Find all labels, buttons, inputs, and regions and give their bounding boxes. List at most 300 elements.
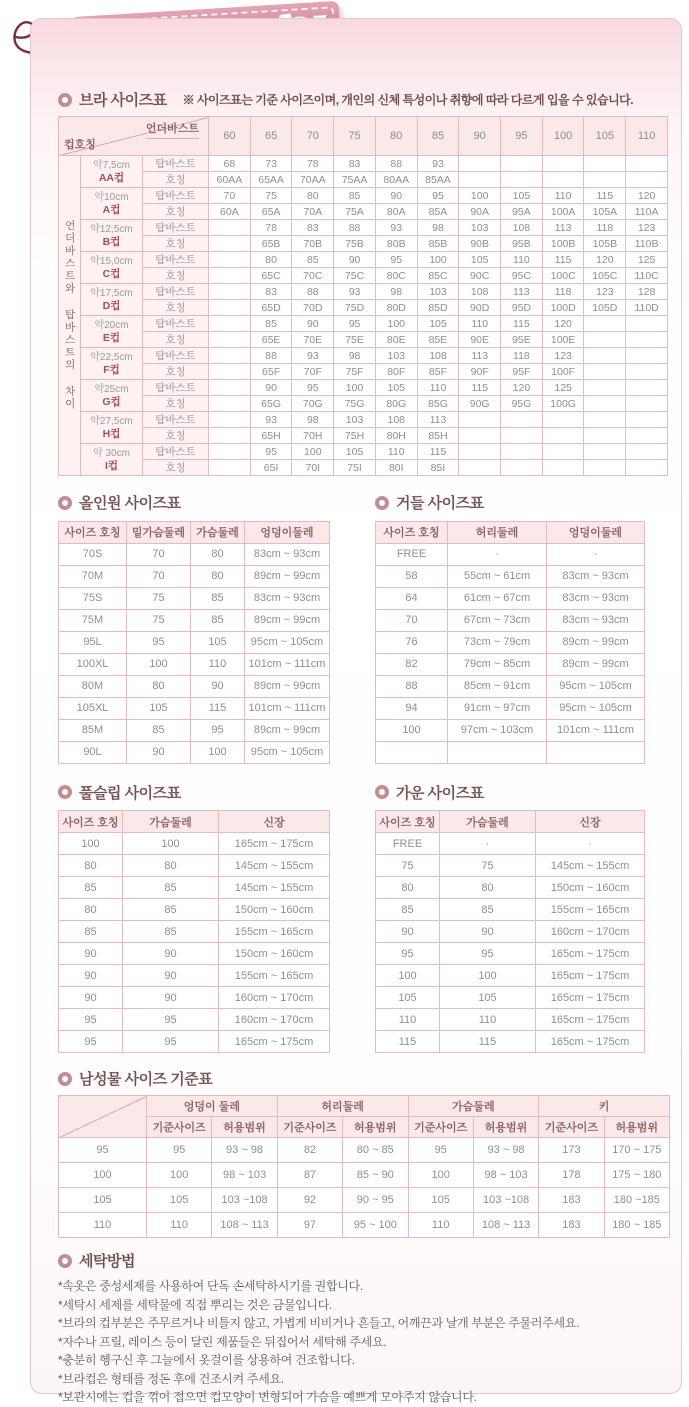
table-row — [59, 675, 330, 697]
column-header: 100 — [542, 117, 584, 156]
mens-section-title — [58, 1068, 667, 1089]
cup-size-label: 약20cm — [94, 319, 129, 331]
table-cell: 93 — [417, 156, 459, 172]
table-cell: 95E — [501, 332, 543, 348]
table-cell: 95 — [250, 444, 292, 460]
table-cell: 70 — [209, 188, 251, 204]
cup-name-label: I컵 — [104, 459, 119, 472]
page-container — [30, 18, 682, 1404]
table-row — [59, 348, 668, 364]
table-cell — [459, 412, 501, 428]
washing-instruction-line: *세탁시 세제를 세탁물에 직접 뿌리는 것은 금물입니다. — [58, 1297, 333, 1312]
row-type-label: 호칭 — [143, 460, 209, 476]
table-cell: 88 — [250, 348, 292, 364]
table-cell: 150cm ~ 160cm — [219, 943, 330, 965]
table-cell — [542, 172, 584, 188]
table-cell: 103 — [417, 284, 459, 300]
table-cell — [209, 428, 251, 444]
table-cell: 80 — [292, 188, 334, 204]
cup-label-cell — [81, 316, 143, 348]
table-cell: 118 — [542, 284, 584, 300]
table-cell: 90L — [59, 741, 127, 763]
table-cell: 100A — [542, 204, 584, 220]
table-cell: 90 — [191, 675, 245, 697]
table-row — [59, 284, 668, 300]
table-cell: 90 — [123, 943, 219, 965]
column-header: 기준사이즈 — [539, 1117, 604, 1138]
table-cell: 80AA — [375, 172, 417, 188]
cup-size-label: 약7,5cm — [93, 159, 130, 171]
table-row — [59, 833, 330, 855]
table-cell: 115 — [376, 1031, 440, 1053]
cup-label-cell — [81, 156, 143, 188]
bullet-icon — [375, 496, 389, 510]
table-row — [376, 877, 645, 899]
column-header: 사이즈 호칭 — [376, 521, 448, 543]
table-row — [59, 252, 668, 268]
table-cell: 80 — [191, 565, 245, 587]
cup-size-label: 약15,0cm — [90, 255, 133, 267]
row-type-label: 탑바스트 — [143, 252, 209, 268]
table-row — [59, 220, 668, 236]
header-row — [59, 1117, 670, 1138]
section-title-text: 세탁방법 — [79, 1253, 135, 1270]
table-cell: 80E — [375, 332, 417, 348]
table-cell: 100 — [334, 380, 376, 396]
table-cell: 60AA — [209, 172, 251, 188]
header-row — [376, 521, 645, 543]
table-cell: 90G — [459, 396, 501, 412]
table-cell: 90 ~ 95 — [343, 1188, 408, 1213]
group-header: 엉덩이 둘레 — [147, 1096, 278, 1117]
table-row — [376, 987, 645, 1009]
table-row — [59, 428, 668, 444]
column-header: 허용범위 — [473, 1117, 538, 1138]
table-row — [59, 1213, 670, 1238]
section-title-text: 남성물 사이즈 기준표 — [79, 1071, 213, 1088]
table-cell: 105D — [584, 300, 626, 316]
table-row — [59, 631, 330, 653]
table-cell: 110 — [459, 316, 501, 332]
row-type-label: 탑바스트 — [143, 156, 209, 172]
table-cell: 80M — [59, 675, 127, 697]
table-cell: 90 — [334, 252, 376, 268]
table-row — [376, 565, 645, 587]
table-row — [59, 653, 330, 675]
table-cell: 75M — [59, 609, 127, 631]
column-header: 기준사이즈 — [277, 1117, 342, 1138]
table-cell: 95 — [334, 316, 376, 332]
table-cell: 180 ~ 185 — [604, 1213, 669, 1238]
table-cell: 95A — [501, 204, 543, 220]
table-cell: 75C — [334, 268, 376, 284]
table-cell: 83 — [292, 220, 334, 236]
cup-name-label: H컵 — [102, 427, 121, 440]
table-cell: 85 — [191, 587, 245, 609]
table-cell: 103 ~108 — [473, 1188, 538, 1213]
column-header: 신장 — [536, 811, 645, 833]
table-cell — [584, 364, 626, 380]
gown-size-table — [375, 810, 645, 1053]
table-cell: 98 — [334, 348, 376, 364]
table-cell: 165cm ~ 175cm — [536, 1009, 645, 1031]
table-row — [59, 188, 668, 204]
row-type-label: 호칭 — [143, 300, 209, 316]
table-cell: 79cm ~ 85cm — [448, 653, 547, 675]
table-cell: 90A — [459, 204, 501, 220]
table-cell: 110C — [626, 268, 668, 284]
table-cell: 105A — [584, 204, 626, 220]
table-row — [59, 444, 668, 460]
column-header: 95 — [501, 117, 543, 156]
table-row — [59, 921, 330, 943]
cup-size-label: 약12,5cm — [90, 223, 133, 235]
table-cell — [584, 460, 626, 476]
table-cell: 75F — [334, 364, 376, 380]
girdle-size-table — [375, 521, 645, 764]
column-header: 65 — [250, 117, 292, 156]
table-cell: 85F — [417, 364, 459, 380]
column-header: 85 — [417, 117, 459, 156]
table-row — [59, 855, 330, 877]
table-cell: 105 — [334, 444, 376, 460]
table-cell: 65C — [250, 268, 292, 284]
table-row — [376, 1009, 645, 1031]
table-row — [59, 460, 668, 476]
column-header: 105 — [584, 117, 626, 156]
table-cell: 75A — [334, 204, 376, 220]
washing-instructions — [58, 1277, 667, 1407]
table-cell: 90E — [459, 332, 501, 348]
table-cell: 170 ~ 175 — [604, 1138, 669, 1163]
cup-size-label: 약25cm — [94, 383, 129, 395]
table-cell: 95 — [147, 1138, 212, 1163]
table-cell: 95 — [127, 631, 191, 653]
table-cell: 83cm ~ 93cm — [245, 587, 330, 609]
table-cell: 93 — [292, 348, 334, 364]
table-cell: 160cm ~ 170cm — [219, 987, 330, 1009]
table-cell: 165cm ~ 175cm — [219, 833, 330, 855]
table-cell: 94 — [376, 697, 448, 719]
table-cell: 85D — [417, 300, 459, 316]
table-cell: 110 — [501, 252, 543, 268]
table-cell: 75 — [376, 855, 440, 877]
table-cell: 80H — [375, 428, 417, 444]
table-row — [59, 316, 668, 332]
table-cell — [209, 460, 251, 476]
table-row — [376, 587, 645, 609]
table-cell: FREE — [376, 833, 440, 855]
table-cell: 183 — [539, 1188, 604, 1213]
table-cell: 120 — [501, 380, 543, 396]
table-cell: 90 — [59, 943, 123, 965]
table-cell: 110 — [417, 380, 459, 396]
table-cell: 100 — [147, 1163, 212, 1188]
table-cell: 105 — [147, 1188, 212, 1213]
table-row — [59, 380, 668, 396]
table-cell: 83 — [334, 156, 376, 172]
table-cell — [542, 412, 584, 428]
table-cell: 100 — [292, 444, 334, 460]
table-cell: 80 ~ 85 — [343, 1138, 408, 1163]
table-cell: 95D — [501, 300, 543, 316]
table-cell: 105 — [440, 987, 536, 1009]
table-cell — [209, 300, 251, 316]
row-type-label: 호칭 — [143, 268, 209, 284]
table-cell: 80G — [375, 396, 417, 412]
table-cell: 101cm ~ 111cm — [245, 697, 330, 719]
table-cell: 95cm ~ 105cm — [547, 697, 645, 719]
column-header: 75 — [334, 117, 376, 156]
table-cell: 183 — [539, 1213, 604, 1238]
table-cell — [584, 444, 626, 460]
table-cell: 165cm ~ 175cm — [536, 1031, 645, 1053]
table-cell: · — [536, 833, 645, 855]
table-cell — [448, 741, 547, 763]
table-cell: 89cm ~ 99cm — [547, 653, 645, 675]
table-cell — [542, 428, 584, 444]
table-cell: 85AA — [417, 172, 459, 188]
column-header: 허리둘레 — [448, 521, 547, 543]
table-cell: 83cm ~ 93cm — [547, 609, 645, 631]
table-cell — [459, 460, 501, 476]
table-cell: 110 — [408, 1213, 473, 1238]
bullet-icon — [58, 785, 72, 799]
table-cell: · — [440, 833, 536, 855]
table-cell: 82 — [376, 653, 448, 675]
column-header: 엉덩이둘레 — [547, 521, 645, 543]
table-cell — [584, 156, 626, 172]
table-cell: 80 — [440, 877, 536, 899]
table-cell: 155cm ~ 165cm — [536, 899, 645, 921]
table-cell — [501, 444, 543, 460]
table-row — [59, 987, 330, 1009]
table-row — [376, 741, 645, 763]
table-row — [376, 719, 645, 741]
section-title-text: 가운 사이즈표 — [396, 784, 484, 802]
table-cell: 70D — [292, 300, 334, 316]
row-type-label: 호칭 — [143, 428, 209, 444]
table-cell: 100 — [440, 965, 536, 987]
table-row — [59, 719, 330, 741]
table-cell: 105 — [376, 987, 440, 1009]
table-cell: 103 — [375, 348, 417, 364]
column-header: 허용범위 — [604, 1117, 669, 1138]
cup-size-label: 약 30cm — [93, 447, 130, 459]
table-cell: 65AA — [250, 172, 292, 188]
table-cell — [376, 741, 448, 763]
column-header: 허용범위 — [212, 1117, 277, 1138]
column-header: 70 — [292, 117, 334, 156]
table-cell: 155cm ~ 165cm — [219, 921, 330, 943]
cup-name-label: G컵 — [102, 395, 121, 408]
column-header: 60 — [209, 117, 251, 156]
group-header: 허리둘레 — [277, 1096, 408, 1117]
page-title: 브라 사이즈표 — [79, 92, 167, 109]
table-cell: 68 — [209, 156, 251, 172]
table-cell: 75D — [334, 300, 376, 316]
table-cell: 90 — [127, 741, 191, 763]
fullslip-section-title — [58, 782, 330, 803]
table-cell: 90 — [250, 380, 292, 396]
table-row — [376, 833, 645, 855]
table-cell: 85 — [440, 899, 536, 921]
table-cell: 101cm ~ 111cm — [245, 653, 330, 675]
table-cell — [501, 428, 543, 444]
table-cell: 100 — [459, 188, 501, 204]
table-cell: 75 — [127, 587, 191, 609]
table-cell: 95 — [292, 380, 334, 396]
table-row — [59, 965, 330, 987]
table-cell: 80F — [375, 364, 417, 380]
table-row — [59, 697, 330, 719]
table-cell — [626, 172, 668, 188]
table-cell: 80 — [376, 877, 440, 899]
table-cell: 100 — [417, 252, 459, 268]
table-cell — [209, 252, 251, 268]
table-cell: 90 — [123, 987, 219, 1009]
table-cell: 160cm ~ 170cm — [536, 921, 645, 943]
table-cell: 93 — [375, 220, 417, 236]
table-cell: 87 — [277, 1163, 342, 1188]
table-cell: 70F — [292, 364, 334, 380]
table-cell: 75G — [334, 396, 376, 412]
table-row — [376, 855, 645, 877]
table-cell: 85H — [417, 428, 459, 444]
table-cell: 115 — [501, 316, 543, 332]
table-cell: 100B — [542, 236, 584, 252]
table-cell — [626, 412, 668, 428]
table-cell: 80 — [59, 899, 123, 921]
column-header: 가슴둘레 — [191, 521, 245, 543]
table-cell — [209, 348, 251, 364]
table-row — [376, 631, 645, 653]
table-cell: 95B — [501, 236, 543, 252]
table-cell: 110 — [191, 653, 245, 675]
bullet-icon — [58, 1254, 72, 1268]
cup-size-label: 약27,5cm — [90, 415, 133, 427]
table-cell: 110D — [626, 300, 668, 316]
allinone-section-title — [58, 492, 330, 513]
cup-label-cell — [81, 220, 143, 252]
washing-instruction-line: *자수나 프릴, 레이스 등이 달린 제품들은 뒤집어서 세탁해 주세요. — [58, 1334, 387, 1349]
column-header: 허용범위 — [343, 1117, 408, 1138]
table-cell: 100 — [376, 719, 448, 741]
column-header: 가슴둘레 — [123, 811, 219, 833]
table-cell — [626, 428, 668, 444]
table-cell — [501, 172, 543, 188]
table-cell: 93 — [250, 412, 292, 428]
table-row — [376, 543, 645, 565]
row-type-label: 호칭 — [143, 236, 209, 252]
table-cell: 75B — [334, 236, 376, 252]
table-cell: 100 — [375, 316, 417, 332]
table-cell: 97 — [277, 1213, 342, 1238]
cup-label-cell — [81, 252, 143, 284]
cup-name-label: AA컵 — [98, 171, 125, 184]
table-cell: 80 — [191, 543, 245, 565]
table-cell: 95G — [501, 396, 543, 412]
table-row — [59, 741, 330, 763]
table-cell: 70 — [127, 543, 191, 565]
side-label: 언더바스트와 탑바스트의 차이 — [63, 220, 76, 411]
table-cell — [209, 364, 251, 380]
column-header: 기준사이즈 — [408, 1117, 473, 1138]
cup-label-cell — [81, 188, 143, 220]
table-row — [59, 236, 668, 252]
table-row — [59, 1188, 670, 1213]
table-cell: 90 — [292, 316, 334, 332]
table-cell: 100G — [542, 396, 584, 412]
table-cell: 89cm ~ 99cm — [547, 631, 645, 653]
table-cell: 75E — [334, 332, 376, 348]
table-cell — [584, 380, 626, 396]
table-cell — [626, 316, 668, 332]
table-cell: 85E — [417, 332, 459, 348]
table-cell: 95 — [191, 719, 245, 741]
table-row — [376, 675, 645, 697]
row-type-label: 탑바스트 — [143, 380, 209, 396]
table-cell: 108 — [501, 220, 543, 236]
table-cell: 100 — [123, 833, 219, 855]
table-cell: 98 ~ 103 — [473, 1163, 538, 1188]
table-cell: 85 — [123, 899, 219, 921]
washing-instruction-line: *충분히 헹구신 후 그늘에서 옷걸이를 상용하여 건조합니다. — [58, 1353, 355, 1367]
table-cell: 85M — [59, 719, 127, 741]
section-title-text: 풀슬립 사이즈표 — [79, 784, 181, 802]
table-cell: 90B — [459, 236, 501, 252]
table-cell: 65E — [250, 332, 292, 348]
table-cell — [501, 156, 543, 172]
cup-label-cell — [81, 444, 143, 476]
table-cell — [626, 380, 668, 396]
corner-bottom-label: 컵호칭 — [64, 139, 96, 151]
table-cell: 89cm ~ 99cm — [245, 719, 330, 741]
table-cell: 92 — [277, 1188, 342, 1213]
column-header: 사이즈 호칭 — [59, 521, 127, 543]
table-cell: 70A — [292, 204, 334, 220]
table-cell: 60A — [209, 204, 251, 220]
table-cell: 75AA — [334, 172, 376, 188]
table-cell: 65H — [250, 428, 292, 444]
table-cell: 70M — [59, 565, 127, 587]
table-cell: 110 — [375, 444, 417, 460]
table-row — [376, 921, 645, 943]
table-cell: 165cm ~ 175cm — [536, 965, 645, 987]
table-cell: 150cm ~ 160cm — [536, 877, 645, 899]
table-cell — [626, 364, 668, 380]
column-header: 신장 — [219, 811, 330, 833]
table-row — [376, 899, 645, 921]
table-cell — [209, 396, 251, 412]
table-row — [59, 204, 668, 220]
column-header: 90 — [459, 117, 501, 156]
table-cell — [542, 444, 584, 460]
bra-section-title — [58, 89, 667, 110]
column-header: 80 — [375, 117, 417, 156]
table-cell: 85 — [376, 899, 440, 921]
table-cell: 95cm ~ 105cm — [245, 631, 330, 653]
table-cell: 100 — [59, 1163, 147, 1188]
cup-name-label: F컵 — [103, 363, 120, 376]
cup-name-label: D컵 — [102, 299, 121, 312]
table-cell: 115 — [542, 252, 584, 268]
table-cell: 85 — [123, 877, 219, 899]
column-header: 밑가슴둘레 — [127, 521, 191, 543]
table-cell: 65B — [250, 236, 292, 252]
table-cell — [584, 348, 626, 364]
table-cell: 98 ~ 103 — [212, 1163, 277, 1188]
